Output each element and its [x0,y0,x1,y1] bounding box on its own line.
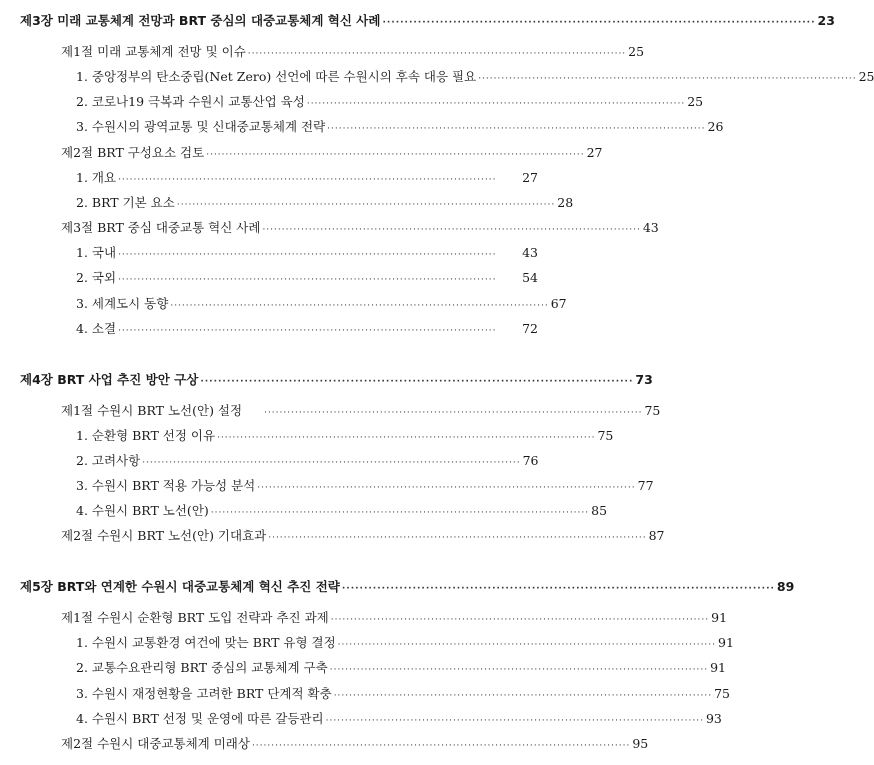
section-row[interactable] [61,401,661,419]
leader-dots: ·································································································· [264,408,643,418]
item-row[interactable] [76,168,538,186]
section-row[interactable] [61,526,665,544]
page-number: 91 [710,660,726,675]
item-title: 3. 세계도시 동향 [76,296,169,311]
leader-dots: ·································································································· [327,124,706,134]
page-number: 43 [522,245,538,260]
page-number: 73 [635,372,653,387]
leader-dots: ·································································································· [337,640,717,650]
leader-dots: ·································································································· [142,458,521,468]
leader-dots: ·································································································· [118,326,497,336]
page-number: 93 [705,711,722,726]
chapter-4-row[interactable] [20,370,653,388]
section-title: 제3절 BRT 중심 대중교통 혁신 사례 [61,220,261,235]
section-title: 제2절 BRT 구성요소 검토 [61,145,205,160]
item-row[interactable] [76,243,538,261]
chapter-3-row[interactable] [20,11,835,29]
page-number: 75 [644,403,661,418]
item-title: 1. 수원시 교통환경 여건에 맞는 BRT 유형 결정 [76,635,336,650]
item-row[interactable] [76,426,614,444]
leader-dots: ·································································································· [268,533,647,543]
leader-dots: ·································································································· [325,716,704,726]
leader-dots: ·································································································· [206,150,585,160]
section-row[interactable] [61,143,603,161]
page-number: 72 [522,321,538,336]
chapter-title: 제4장 BRT 사업 추진 방안 구상 [20,372,199,387]
leader-dots: ·································································································· [118,175,497,185]
leader-dots: ·································································································· [262,225,641,235]
page-number: 77 [637,478,654,493]
item-title: 2. 교통수요관리형 BRT 중심의 교통체계 구축 [76,660,328,675]
leader-dots: ·································································································· [329,665,709,675]
leader-dots: ·································································································· [251,741,631,751]
item-row[interactable] [76,268,538,286]
section-row[interactable] [61,218,659,236]
page-number: 27 [522,170,538,185]
leader-dots: ·································································································· [478,74,857,84]
chapter-5-row[interactable] [20,577,795,595]
leader-dots: ·································································································· [247,49,627,59]
item-row[interactable] [76,67,874,85]
leader-dots: ·································································································· [217,433,596,443]
leader-dots: ·································································································· [200,377,634,387]
chapter-title: 제5장 BRT와 연계한 수원시 대중교통체계 혁신 추진 전략 [20,579,340,594]
section-title: 제1절 미래 교통체계 전망 및 이슈 [61,44,246,59]
page-number: 54 [522,270,538,285]
page-number: 23 [817,13,835,28]
page-number: 75 [597,428,614,443]
item-title: 3. 수원시 재정현황을 고려한 BRT 단계적 확충 [76,686,332,701]
item-row[interactable] [76,193,574,211]
item-title: 4. 수원시 BRT 노선(안) [76,503,209,518]
section-title: 제2절 수원시 대중교통체계 미래상 [61,736,250,751]
item-title: 1. 개요 [76,170,117,185]
leader-dots: ·································································································· [330,615,710,625]
page-number: 85 [591,503,608,518]
chapter-title: 제3장 미래 교통체계 전망과 BRT 중심의 대중교통체계 혁신 사례 [20,13,381,28]
item-row[interactable] [76,709,722,727]
item-title: 3. 수원시 BRT 적용 가능성 분석 [76,478,256,493]
page-number: 75 [714,686,730,701]
leader-dots: ·································································································· [306,99,686,109]
page-number: 25 [858,69,874,84]
page-number: 91 [711,610,728,625]
page-number: 25 [687,94,704,109]
item-row[interactable] [76,319,538,337]
item-title: 2. 코로나19 극복과 수원시 교통산업 육성 [76,94,305,109]
page-number: 95 [632,736,649,751]
item-title: 1. 국내 [76,245,117,260]
item-row[interactable] [76,294,567,312]
item-title: 2. BRT 기본 요소 [76,195,175,210]
leader-dots: ·································································································· [382,18,816,28]
item-title: 1. 순환형 BRT 선정 이유 [76,428,216,443]
page-number: 76 [522,453,539,468]
leader-dots: ·································································································· [210,508,590,518]
page-number: 91 [718,635,734,650]
item-row[interactable] [76,117,724,135]
item-title: 2. 국외 [76,270,117,285]
leader-dots: ·································································································· [170,301,549,311]
item-title: 3. 수원시의 광역교통 및 신대중교통체계 전략 [76,119,326,134]
page-number: 89 [776,579,795,594]
item-title: 2. 고려사항 [76,453,141,468]
page-number: 87 [648,528,665,543]
item-row[interactable] [76,476,654,494]
item-title: 4. 수원시 BRT 선정 및 운영에 따른 갈등관리 [76,711,324,726]
leader-dots: ·································································································· [257,483,636,493]
item-row[interactable] [76,633,734,651]
leader-dots: ·································································································· [118,250,497,260]
leader-dots: ·································································································· [118,275,497,285]
page-number: 25 [628,44,645,59]
page-number: 28 [557,195,574,210]
page-number: 26 [707,119,724,134]
page-number: 67 [550,296,567,311]
section-row[interactable] [61,42,645,60]
section-title: 제2절 수원시 BRT 노선(안) 기대효과 [61,528,267,543]
item-row[interactable] [76,658,726,676]
item-row[interactable] [76,451,538,469]
item-title: 4. 소결 [76,321,117,336]
section-title: 제1절 수원시 BRT 노선(안) 설정 [61,403,243,418]
item-row[interactable] [76,684,730,702]
section-row[interactable] [61,734,649,752]
item-row[interactable] [76,92,704,110]
section-row[interactable] [61,608,728,626]
item-title: 1. 중앙정부의 탄소중립(Net Zero) 선언에 따른 수원시의 후속 대응 필요 [76,69,477,84]
page-number: 27 [586,145,603,160]
section-title: 제1절 수원시 순환형 BRT 도입 전략과 추진 과제 [61,610,329,625]
leader-dots: ·································································································· [333,691,713,701]
item-row[interactable] [76,501,608,519]
page-number: 43 [642,220,659,235]
leader-dots: ·································································································· [176,200,556,210]
leader-dots: ·································································································· [341,584,775,594]
